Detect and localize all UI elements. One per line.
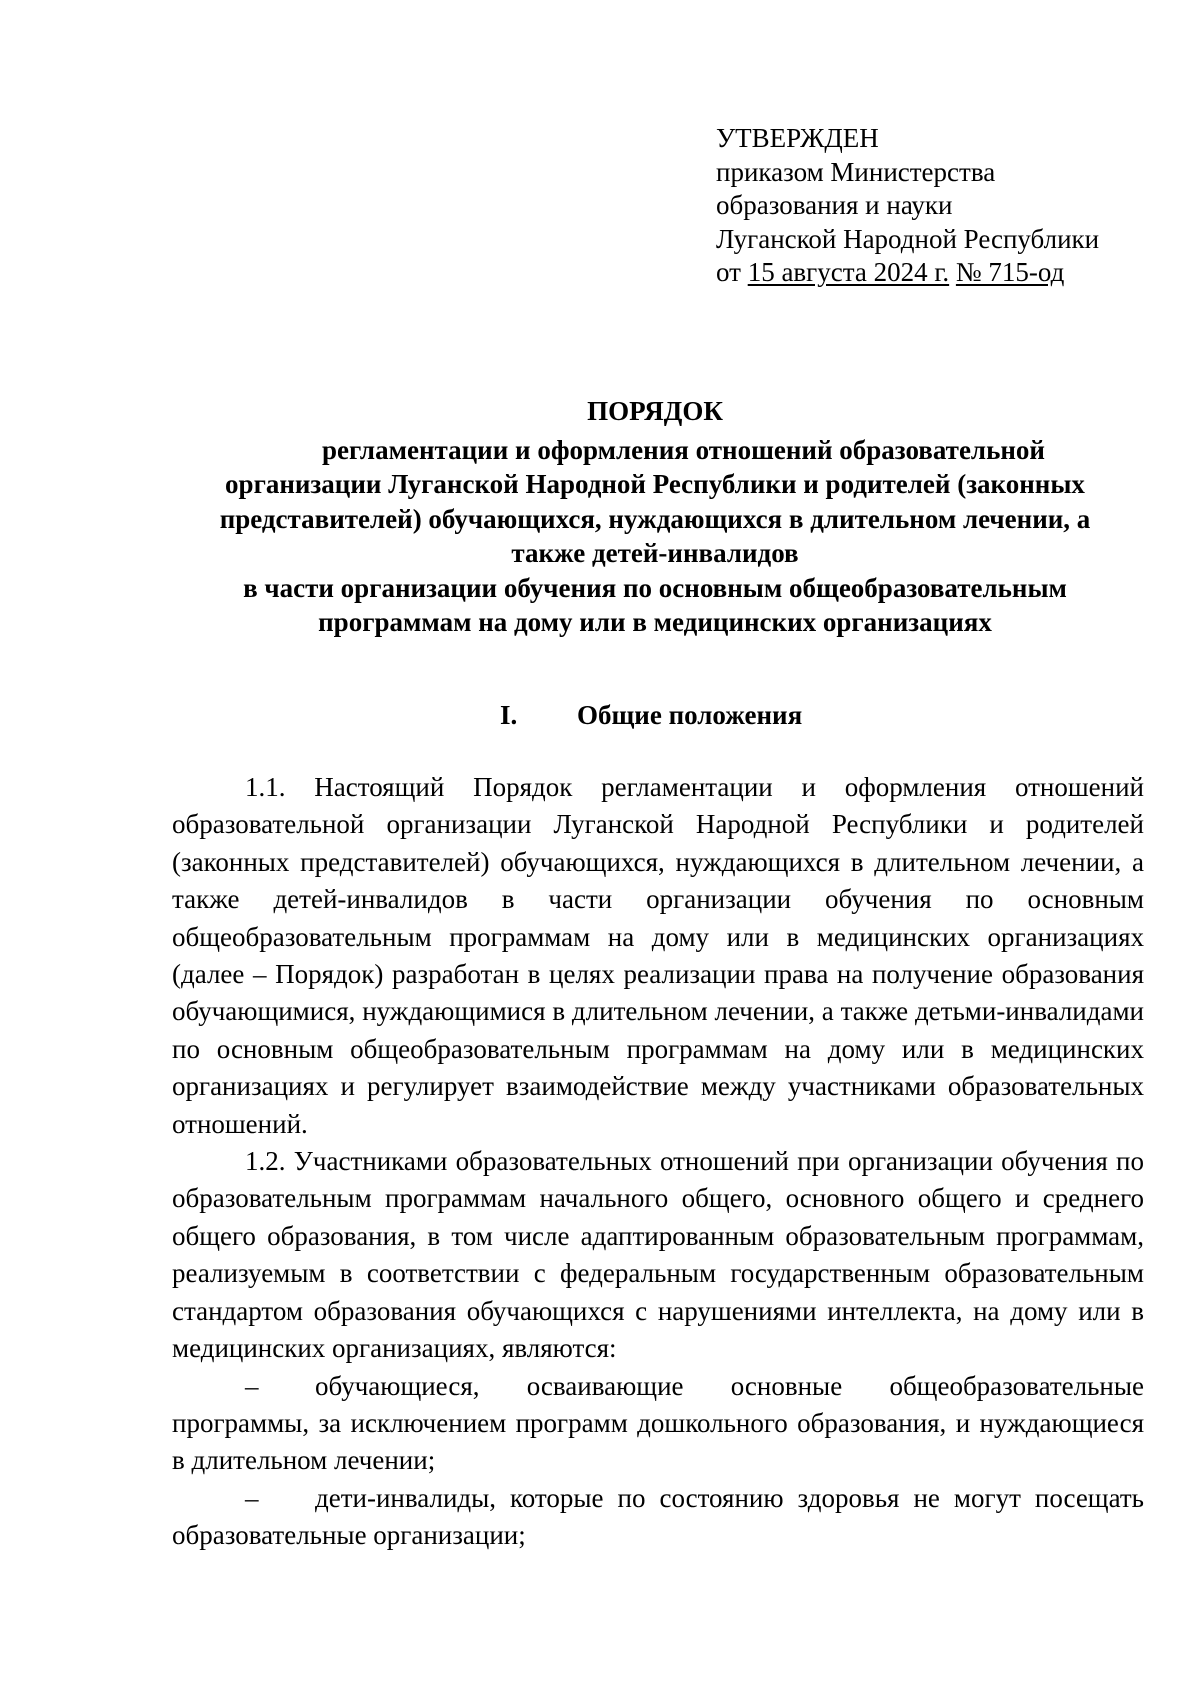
title-line: в части организации обучения по основным общеобразовательным — [243, 572, 1067, 603]
approval-number: № 715-од — [955, 257, 1065, 287]
approval-heading: УТВЕРЖДЕН — [716, 123, 879, 153]
title-line: регламентации и оформления отношений образовательной — [322, 434, 1045, 465]
list-item-text: дети-инвалиды, которые по состоянию здоровья не могут посещать образовательные организации; — [172, 1482, 1144, 1551]
title-line: также детей-инвалидов — [511, 538, 799, 568]
section-number: I. — [500, 700, 518, 730]
document-body — [172, 769, 1144, 1555]
section-title: Общие положения — [577, 700, 803, 730]
title-line: программам на дому или в медицинских организациях — [318, 607, 992, 637]
approval-line: образования и науки — [716, 190, 953, 220]
paragraph-1-1: 1.1. Настоящий Порядок регламентации и оформления отношений образовательной организации Луганской Народной Республики и родителей (законных представителей) обучающихся, нуждающихся в длительном лечении, а также детей-инвалидов в части организации обучения по основным общеобразовательным программам на дому или в медицинских организациях (далее – Порядок) разработан в целях реализации права на получение образования обучающимися, нуждающимися в длительном лечении, а также детьми-инвалидами по основным общеобразовательным программам на дому или в медицинских организациях и регулирует взаимодействие между участниками образовательных отношений. — [172, 772, 1144, 1139]
dash-marker: – — [245, 1482, 259, 1513]
list-item-text: обучающиеся, осваивающие основные общеобразовательные программы, за исключением программ дошкольного образования, и нуждающиеся в длительном лечении; — [172, 1370, 1144, 1476]
approval-block — [716, 122, 1156, 290]
approval-date: 15 августа 2024 г. — [747, 257, 950, 287]
title-main: ПОРЯДОК — [587, 396, 723, 426]
approval-line: приказом Министерства — [716, 156, 996, 187]
paragraph-1-2: 1.2. Участниками образовательных отношений при организации обучения по образовательным программам начального общего, основного общего и среднего общего образования, в том числе адаптированным образовательным программам, реализуемым в соответствии с федеральным государственным образовательным стандартом образования обучающихся с нарушениями интеллекта, на дому или в медицинских организациях, являются: — [172, 1146, 1144, 1364]
list-item — [172, 1480, 1144, 1555]
title-line: представителей) обучающихся, нуждающихся в длительном лечении, а — [219, 503, 1091, 534]
title-line: организации Луганской Народной Республики и родителей (законных — [225, 469, 1085, 499]
document-title — [170, 394, 1140, 640]
approval-date-line — [716, 256, 1156, 290]
approval-line: Луганской Народной Республики — [716, 223, 1100, 254]
section-heading — [500, 698, 802, 732]
list-item — [172, 1368, 1144, 1480]
dash-marker: – — [245, 1370, 259, 1401]
approval-date-prefix: от — [716, 257, 748, 287]
